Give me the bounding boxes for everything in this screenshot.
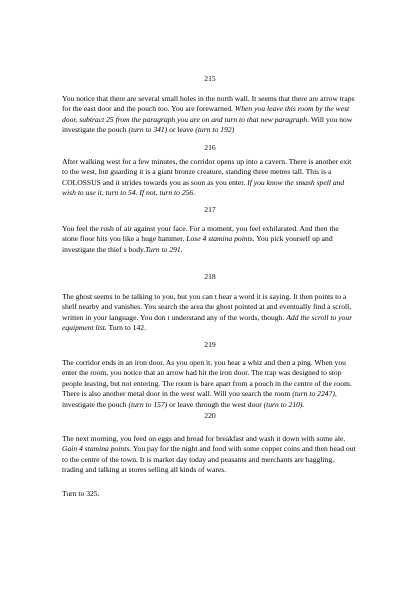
section-number: 220 — [204, 411, 216, 420]
instruction-text: Gain 4 stamina points. — [62, 444, 132, 454]
closing-instruction: Turn to 325. — [62, 489, 100, 498]
section-number: 218 — [204, 272, 216, 281]
narrative-text: The corridor ends in an iron door. As you open it, you hear a whiz and then a ping. When you enter the room, you notice that an arrow had hit the iron door. The trap was designed to stop people leaving, but not entering. The room is bare apart from a pouch in the centre of the room. There is also another metal door in the west wall. Will you search the room — [62, 358, 352, 399]
narrative-text: . Will you now investigate the pouch — [62, 114, 353, 135]
instruction-text: If you know the smash spell and wish to use it, turn to 54. If not, turn to 256. — [62, 177, 345, 198]
instruction-text: (turn to 341) — [128, 125, 168, 135]
narrative-text: or leave through the west door — [167, 399, 264, 409]
section-number: 215 — [204, 74, 216, 83]
section-text — [62, 358, 356, 410]
section-number: 216 — [204, 143, 216, 152]
narrative-text: You notice that there are several small holes in the north wall. It seems that there are arrow traps for the east door and the pouch too. You are forewarned. — [62, 94, 355, 114]
section-text — [62, 292, 356, 334]
narrative-text: The ghost seems to be talking to you, but you can t hear a word it is saying. It then points to a shelf nearby and vanishes. You search the area the ghost pointed at and eventually find a scroll, written in your language. You don t understand any of the words, though. — [62, 292, 352, 322]
narrative-text: After walking west for a few minutes, the corridor opens up into a cavern. There is another exit to the west, but guarding it is a giant bronze creature, standing three metres tall. This is a COLOSSUS and it strides towards you as soon as you enter. — [62, 157, 352, 187]
section-text — [62, 224, 356, 255]
instruction-text: (turn to 210). — [263, 399, 305, 409]
narrative-text: You pick yourself up and investigate the thief s body. — [62, 234, 333, 254]
section-text — [62, 157, 356, 199]
narrative-text: Turn to 142. — [106, 323, 146, 333]
narrative-text: You pay for the night and food with some copper coins and then head out to the centre of the town. It is market day today and peasants and merchants are haggling, trading and talking at stores selling all kinds of wares. — [62, 444, 356, 475]
instruction-text: (turn to 224?) — [292, 389, 335, 399]
narrative-text: , investigate the pouch — [62, 389, 337, 409]
narrative-text: You feel the rush of air against your face. For a moment, you feel exhilarated. And then the stone floor hits you like a huge hammer. — [62, 224, 339, 244]
instruction-text: Turn to 291. — [145, 244, 183, 254]
instruction-text: Add the scroll to your equipment list. — [62, 312, 353, 333]
narrative-text: The next morning, you feed on eggs and bread for breakfast and wash it down with some ale. — [62, 434, 346, 443]
instruction-text: (turn to 192) — [195, 125, 235, 135]
instruction-text: (turn to 157) — [128, 399, 168, 409]
instruction-text: Lose 4 stamina points. — [186, 234, 255, 244]
section-number: 219 — [204, 340, 216, 349]
section-number: 217 — [204, 205, 216, 214]
section-text — [62, 94, 356, 136]
section-text — [62, 434, 356, 476]
narrative-text: or leave — [167, 125, 196, 135]
instruction-text: When you leave this room by the west door, subtract 25 from the paragraph you are on and turn to that new paragraph — [62, 104, 350, 124]
